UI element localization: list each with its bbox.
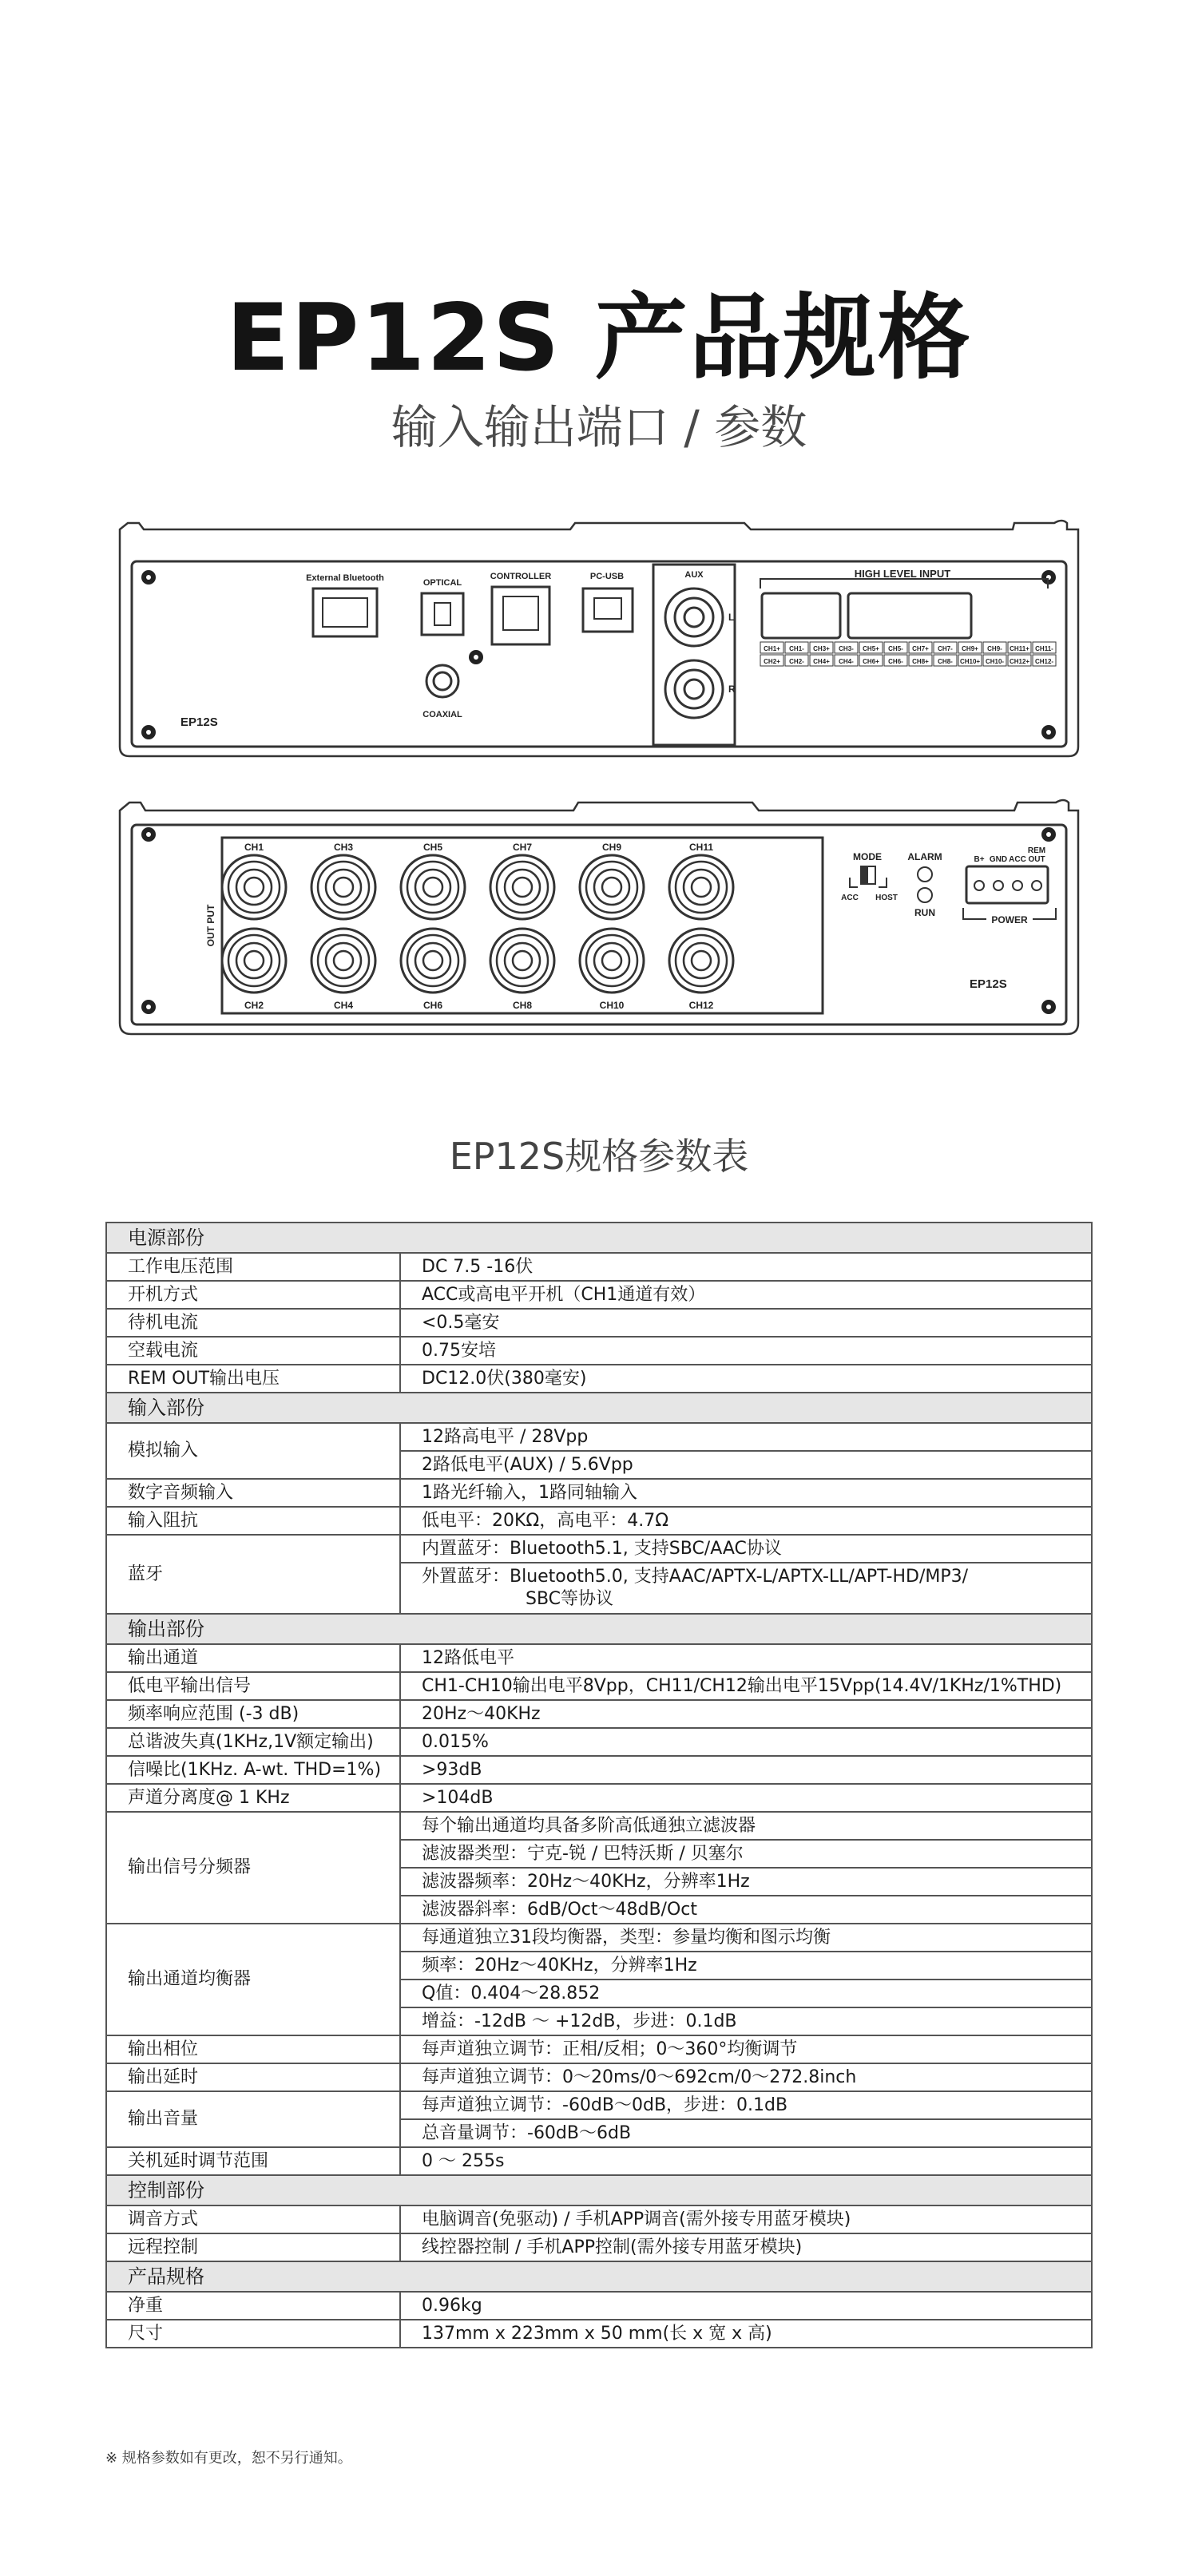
alarm-label: ALARM <box>907 851 942 862</box>
pin-label-ch11-pos: CH11+ <box>1010 645 1029 652</box>
rear-panel-diagram <box>96 787 1102 1050</box>
rca-jack-ch8-ring <box>490 929 554 993</box>
rca-jack-ch11-ring <box>669 855 733 919</box>
rca-output-jacks <box>222 842 733 1011</box>
table-row: 工作电压范围 DC 7.5 -16伏 <box>106 1253 1092 1281</box>
power-pin-label: REM <box>1027 846 1046 855</box>
rca-jack-ch1-ring <box>236 870 272 905</box>
port-label-pc-usb: PC-USB <box>589 572 625 581</box>
channel-label-ch11: CH11 <box>688 842 714 853</box>
table-row: 频率：20Hz～40KHz，分辨率1Hz <box>106 1952 1092 1980</box>
table-row: 输出相位 每声道独立调节：正相/反相；0～360°均衡调节 <box>106 2035 1092 2063</box>
table-row: 开机方式 ACC或高电平开机（CH1通道有效） <box>106 1281 1092 1309</box>
page-subtitle: 输入输出端口 / 参数 <box>391 400 807 454</box>
section-header-output: 输出部份 <box>106 1614 1092 1644</box>
rca-jack-ch5-ring <box>423 878 442 897</box>
port-label-coaxial: COAXIAL <box>422 710 462 719</box>
table-row: 增益：-12dB ～ +12dB，步进：0.1dB <box>106 2007 1092 2035</box>
rca-jack-ch10-ring <box>602 951 621 970</box>
pin-label-ch10-neg: CH10- <box>985 658 1005 665</box>
pin-label-ch10-pos: CH10+ <box>959 658 981 665</box>
section-header-control: 控制部份 <box>106 2175 1092 2205</box>
pin-label-ch11-neg: CH11- <box>1035 645 1053 652</box>
rca-jack-ch3-ring <box>326 870 361 905</box>
output-label: OUT PUT <box>205 904 216 947</box>
page-title: EP12S 产品规格 <box>226 284 972 392</box>
channel-label-ch1: CH1 <box>244 842 264 853</box>
table-row: 待机电流 <0.5毫安 <box>106 1309 1092 1337</box>
pin-label-ch7-neg: CH7- <box>938 645 953 652</box>
rca-jack-ch7-ring <box>490 855 554 919</box>
pin-label-ch5-pos: CH5+ <box>863 645 879 652</box>
channel-label-ch9: CH9 <box>601 842 622 853</box>
power-pin-label: B+ <box>974 855 985 864</box>
rca-jack-ch12-ring <box>692 951 711 970</box>
table-row: 频率响应范围 (-3 dB) 20Hz～40KHz <box>106 1700 1092 1728</box>
table-row: Q值：0.404～28.852 <box>106 1980 1092 2007</box>
pin-label-ch3-pos: CH3+ <box>813 645 830 652</box>
table-row: 总音量调节：-60dB～6dB <box>106 2119 1092 2147</box>
spec-table <box>105 1222 1093 2348</box>
channel-label-ch6: CH6 <box>422 1000 443 1011</box>
pin-label-ch9-pos: CH9+ <box>962 645 978 652</box>
rca-jack-ch12-ring <box>669 929 733 993</box>
table-row: 净重 0.96kg <box>106 2292 1092 2320</box>
table-row: 远程控制 线控器控制 / 手机APP控制(需外接专用蓝牙模块) <box>106 2233 1092 2261</box>
rca-jack-ch9-ring <box>594 870 629 905</box>
mode-label: MODE <box>853 851 882 862</box>
power-label: POWER <box>991 914 1028 925</box>
table-row: 调音方式 电脑调音(免驱动) / 手机APP调音(需外接专用蓝牙模块) <box>106 2205 1092 2233</box>
table-row: 输出音量 每声道独立调节：-60dB～0dB，步进：0.1dB <box>106 2091 1092 2119</box>
channel-label-ch12: CH12 <box>688 1000 714 1011</box>
rca-jack-ch3-ring <box>334 878 353 897</box>
pin-label-ch2-pos: CH2+ <box>764 658 780 665</box>
bt-external-line-1: 外置蓝牙：Bluetooth5.0, 支持AAC/APTX-L/APTX-LL/APT-HD/MP3/ <box>422 1567 969 1587</box>
power-pin-labels <box>974 846 1045 864</box>
table-row: 输出通道 12路低电平 <box>106 1644 1092 1672</box>
port-label-aux: AUX <box>684 570 704 580</box>
run-label: RUN <box>914 907 935 918</box>
table-row: 声道分离度@ 1 KHz >104dB <box>106 1784 1092 1812</box>
rca-jack-ch10-ring <box>594 943 629 978</box>
table-row: 2路低电平(AUX) / 5.6Vpp <box>106 1451 1092 1479</box>
rca-jack-ch6-ring <box>415 943 450 978</box>
rca-jack-ch2-ring <box>222 929 286 993</box>
channel-label-ch7: CH7 <box>512 842 533 853</box>
rca-jack-ch3-ring <box>311 855 375 919</box>
port-label-high-level-input: HIGH LEVEL INPUT <box>854 568 951 580</box>
table-row: 输出信号分频器 每个输出通道均具备多阶高低通独立滤波器 <box>106 1812 1092 1840</box>
bt-external-line-2: SBC等协议 <box>526 1589 614 1609</box>
high-level-pin-labels-bottom <box>760 655 1056 666</box>
rca-jack-ch7-ring <box>505 870 540 905</box>
channel-label-ch4: CH4 <box>333 1000 354 1011</box>
spec-table-title: EP12S规格参数表 <box>449 1135 749 1178</box>
table-row: 滤波器斜率：6dB/Oct～48dB/Oct <box>106 1896 1092 1924</box>
pin-label-ch9-neg: CH9- <box>987 645 1002 652</box>
power-pin-label: OUT <box>1028 855 1045 864</box>
pin-label-ch4-neg: CH4- <box>839 658 854 665</box>
table-row: 数字音频输入 1路光纤输入，1路同轴输入 <box>106 1479 1092 1507</box>
rca-jack-ch9-ring <box>580 855 644 919</box>
pin-label-ch8-pos: CH8+ <box>912 658 929 665</box>
section-header-input: 输入部份 <box>106 1393 1092 1423</box>
channel-label-ch8: CH8 <box>512 1000 533 1011</box>
rca-jack-ch5-ring <box>415 870 450 905</box>
host-label: HOST <box>875 894 898 902</box>
rca-jack-ch1-ring <box>222 855 286 919</box>
pin-label-ch3-neg: CH3- <box>839 645 854 652</box>
table-row: 输出延时 每声道独立调节：0～20ms/0～692cm/0～272.8inch <box>106 2063 1092 2091</box>
pin-label-ch1-neg: CH1- <box>789 645 804 652</box>
rear-model-label: EP12S <box>970 977 1007 991</box>
high-level-pin-labels-top <box>760 642 1056 653</box>
channel-label-ch5: CH5 <box>422 842 443 853</box>
rca-jack-ch12-ring <box>684 943 719 978</box>
table-row: 滤波器类型：宁克-锐 / 巴特沃斯 / 贝塞尔 <box>106 1840 1092 1868</box>
rca-jack-ch1-ring <box>244 878 264 897</box>
channel-label-ch3: CH3 <box>333 842 354 853</box>
rca-jack-ch4-ring <box>326 943 361 978</box>
channel-label-ch2: CH2 <box>244 1000 264 1011</box>
rca-jack-ch8-ring <box>513 951 532 970</box>
pin-label-ch6-neg: CH6- <box>888 658 903 665</box>
port-label-controller: CONTROLLER <box>490 572 552 581</box>
table-row: 输出通道均衡器 每通道独立31段均衡器，类型：参量均衡和图示均衡 <box>106 1924 1092 1952</box>
rca-jack-ch2-ring <box>236 943 272 978</box>
table-row: 信噪比(1KHz. A-wt. THD=1%) >93dB <box>106 1756 1092 1784</box>
rca-jack-ch9-ring <box>602 878 621 897</box>
rca-jack-ch2-ring <box>244 951 264 970</box>
aux-left-label: L <box>728 612 735 623</box>
table-row: 空载电流 0.75安培 <box>106 1337 1092 1365</box>
channel-label-ch10: CH10 <box>599 1000 625 1011</box>
rca-jack-ch4-ring <box>311 929 375 993</box>
table-row: 低电平输出信号 CH1-CH10输出电平8Vpp，CH11/CH12输出电平15Vpp(14.4V/1KHz/1%THD) <box>106 1672 1092 1700</box>
acc-label: ACC <box>841 894 859 902</box>
table-row: 模拟输入 12路高电平 / 28Vpp <box>106 1423 1092 1451</box>
table-row: 关机延时调节范围 0 ～ 255s <box>106 2147 1092 2175</box>
rca-jack-ch4-ring <box>334 951 353 970</box>
rca-jack-ch8-ring <box>505 943 540 978</box>
front-panel-diagram <box>96 515 1102 771</box>
rca-jack-ch5-ring <box>401 855 465 919</box>
aux-right-label: R <box>728 684 736 695</box>
pin-label-ch12-neg: CH12- <box>1034 658 1054 665</box>
section-header-product: 产品规格 <box>106 2261 1092 2292</box>
rca-jack-ch11-ring <box>692 878 711 897</box>
table-row: 尺寸 137mm x 223mm x 50 mm(长 x 宽 x 高) <box>106 2320 1092 2348</box>
pin-label-ch6-pos: CH6+ <box>863 658 879 665</box>
section-header-power: 电源部份 <box>106 1223 1092 1253</box>
front-model-label: EP12S <box>180 715 218 729</box>
pin-label-ch1-pos: CH1+ <box>764 645 780 652</box>
table-row: 蓝牙 内置蓝牙：Bluetooth5.1, 支持SBC/AAC协议 <box>106 1535 1092 1563</box>
port-label-external-bluetooth: External Bluetooth <box>306 573 384 583</box>
table-row: REM OUT输出电压 DC12.0伏(380毫安) <box>106 1365 1092 1393</box>
rca-jack-ch6-ring <box>401 929 465 993</box>
rca-jack-ch10-ring <box>580 929 644 993</box>
power-pin-label: GND <box>989 855 1008 864</box>
port-label-optical: OPTICAL <box>422 578 462 588</box>
pin-label-ch4-pos: CH4+ <box>813 658 830 665</box>
rca-jack-ch7-ring <box>513 878 532 897</box>
footnote: ※ 规格参数如有更改，恕不另行通知。 <box>105 2450 352 2467</box>
power-pin-label: ACC <box>1009 855 1026 864</box>
table-row: 输入阻抗 低电平：20KΩ，高电平：4.7Ω <box>106 1507 1092 1535</box>
pin-label-ch7-pos: CH7+ <box>912 645 929 652</box>
pin-label-ch2-neg: CH2- <box>789 658 804 665</box>
pin-label-ch8-neg: CH8- <box>938 658 953 665</box>
pin-label-ch5-neg: CH5- <box>888 645 903 652</box>
rca-jack-ch11-ring <box>684 870 719 905</box>
rca-jack-ch6-ring <box>423 951 442 970</box>
table-row: 滤波器频率：20Hz～40KHz，分辨率1Hz <box>106 1868 1092 1896</box>
pin-label-ch12-pos: CH12+ <box>1009 658 1030 665</box>
table-row: 总谐波失真(1KHz,1V额定输出) 0.015% <box>106 1728 1092 1756</box>
